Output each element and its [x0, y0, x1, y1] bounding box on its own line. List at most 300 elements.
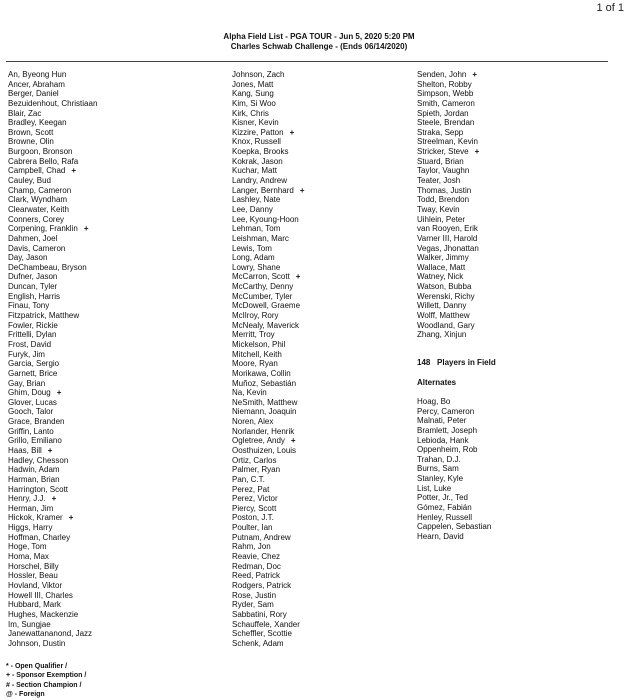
alternate-row: Malnati, Peter: [417, 416, 467, 426]
player-name: Moore, Ryan: [232, 359, 278, 369]
player-row: [417, 195, 479, 205]
player-name: Kokrak, Jason: [232, 156, 283, 166]
legend-item: # - Section Champion /: [6, 681, 82, 689]
player-name: Thomas, Justin: [417, 185, 472, 195]
player-status-mark: +: [474, 147, 480, 157]
player-row: [8, 407, 97, 417]
player-name: Duncan, Tyler: [8, 282, 58, 292]
player-row: [232, 610, 305, 620]
player-name: Steele, Brendan: [417, 118, 475, 128]
player-name: Fowler, Rickie: [8, 320, 58, 330]
player-name: Howell III, Charles: [8, 590, 73, 600]
player-row: [232, 128, 305, 138]
player-row: [8, 244, 97, 254]
player-row: [232, 571, 305, 581]
player-name: Johnson, Dustin: [8, 638, 66, 648]
player-row: [8, 388, 97, 398]
player-row: [232, 629, 305, 639]
player-name: Herman, Jim: [8, 503, 54, 513]
player-name: Ancer, Abraham: [8, 79, 65, 89]
player-row: [232, 417, 305, 427]
player-name: Morikawa, Collin: [232, 368, 291, 378]
player-row: [8, 494, 97, 504]
player-row: [8, 350, 97, 360]
player-row: [8, 639, 97, 649]
player-name: Watney, Nick: [417, 272, 464, 282]
player-name: Lee, Kyoung-Hoon: [232, 214, 299, 224]
player-row: [8, 398, 97, 408]
player-row: [417, 234, 479, 244]
player-row: [232, 263, 305, 273]
player-row: [232, 340, 305, 350]
player-name: McCumber, Tyler: [232, 291, 293, 301]
player-name: Gay, Brian: [8, 378, 46, 388]
player-name: Ortiz, Carlos: [232, 455, 277, 465]
player-name: Poulter, Ian: [232, 523, 273, 533]
player-name: Berger, Daniel: [8, 89, 59, 99]
player-status-mark: +: [295, 272, 301, 282]
player-name: Hickok, Kramer: [8, 513, 63, 523]
player-name: Varner III, Harold: [417, 233, 478, 243]
player-name: Browne, Olin: [8, 137, 54, 147]
player-name: Knox, Russell: [232, 137, 281, 147]
player-name: Fitzpatrick, Matthew: [8, 311, 80, 321]
player-row: [417, 272, 479, 282]
player-row: [8, 70, 97, 80]
player-name: Blair, Zac: [8, 108, 42, 118]
player-name: Na, Kevin: [232, 388, 267, 398]
player-name: Taylor, Vaughn: [417, 166, 470, 176]
player-row: [8, 562, 97, 572]
player-row: [232, 89, 305, 99]
player-row: [417, 80, 479, 90]
player-name: Hughes, Mackenzie: [8, 609, 79, 619]
player-name: English, Harris: [8, 291, 61, 301]
player-row: [232, 427, 305, 437]
player-row: [232, 321, 305, 331]
player-name: McNealy, Maverick: [232, 320, 299, 330]
player-row: [232, 350, 305, 360]
player-name: Scheffler, Scottie: [232, 629, 292, 639]
player-name: NeSmith, Matthew: [232, 397, 298, 407]
player-status-mark: +: [83, 224, 89, 234]
player-row: [232, 234, 305, 244]
player-status-mark: +: [56, 388, 62, 398]
player-row: [232, 485, 305, 495]
player-name: An, Byeong Hun: [8, 70, 67, 79]
player-row: [232, 253, 305, 263]
player-name: Kang, Sung: [232, 89, 274, 99]
player-row: [417, 70, 479, 80]
player-row: [232, 80, 305, 90]
alternate-row: Percy, Cameron: [417, 406, 475, 416]
alternate-row: Oppenheim, Rob: [417, 445, 478, 455]
player-name: Zhang, Xinjun: [417, 330, 467, 340]
player-name: Homa, Max: [8, 552, 49, 562]
player-row: [8, 128, 97, 138]
player-row: [8, 186, 97, 196]
player-row: [232, 456, 305, 466]
player-row: [8, 215, 97, 225]
player-name: Putnam, Andrew: [232, 532, 291, 542]
player-row: [232, 523, 305, 533]
player-name: Palmer, Ryan: [232, 465, 281, 475]
player-name: Hossler, Beau: [8, 571, 58, 581]
player-name: Merritt, Troy: [232, 330, 275, 340]
player-row: [417, 186, 479, 196]
alternate-row: Gómez, Fabián: [417, 503, 472, 513]
player-row: [232, 494, 305, 504]
player-row: [8, 118, 97, 128]
player-name: Watson, Bubba: [417, 282, 472, 292]
player-name: Dufner, Jason: [8, 272, 58, 282]
player-row: [232, 591, 305, 601]
player-name: Frost, David: [8, 339, 52, 349]
player-row: [8, 282, 97, 292]
player-row: [417, 253, 479, 263]
player-row: [232, 244, 305, 254]
player-status-mark: +: [290, 436, 296, 446]
player-row: [232, 166, 305, 176]
player-row: [8, 417, 97, 427]
player-column-2: [232, 70, 305, 648]
player-row: [8, 359, 97, 369]
player-row: [232, 186, 305, 196]
player-row: [417, 176, 479, 186]
document-title: [0, 32, 638, 52]
player-name: DeChambeau, Bryson: [8, 262, 87, 272]
player-row: [8, 137, 97, 147]
player-row: [8, 600, 97, 610]
player-row: [232, 465, 305, 475]
player-name: Schenk, Adam: [232, 638, 284, 648]
player-name: Frittelli, Dylan: [8, 330, 57, 340]
player-name: Higgs, Harry: [8, 523, 53, 533]
field-count-label: Players in Field: [437, 358, 496, 367]
player-name: Hadley, Chesson: [8, 455, 69, 465]
player-name: Campbell, Chad: [8, 166, 66, 176]
field-count: [417, 358, 496, 367]
field-count-number: 148: [417, 358, 431, 367]
player-name: Grillo, Emiliano: [8, 436, 62, 446]
player-name: Long, Adam: [232, 253, 275, 263]
player-row: [232, 70, 305, 80]
player-name: Hoge, Tom: [8, 542, 47, 552]
player-name: Im, Sungjae: [8, 619, 51, 629]
player-row: [8, 224, 97, 234]
player-row: [8, 340, 97, 350]
player-row: [417, 330, 479, 340]
player-row: [417, 166, 479, 176]
player-name: Todd, Brendon: [417, 195, 470, 205]
player-row: [232, 398, 305, 408]
legend-item: + - Sponsor Exemption /: [6, 672, 87, 680]
player-row: [232, 109, 305, 119]
player-column-1: [8, 70, 97, 648]
player-row: [417, 282, 479, 292]
player-name: Bradley, Keegan: [8, 118, 67, 128]
player-name: Lewis, Tom: [232, 243, 272, 253]
player-name: Walker, Jimmy: [417, 253, 469, 263]
player-row: [8, 147, 97, 157]
alternate-row: Burns, Sam: [417, 464, 459, 474]
player-name: Griffin, Lanto: [8, 426, 54, 436]
title-line-2: Charles Schwab Challenge - (Ends 06/14/2020): [230, 42, 408, 51]
player-name: Glover, Lucas: [8, 397, 57, 407]
player-row: [8, 475, 97, 485]
player-name: Lashley, Nate: [232, 195, 281, 205]
player-name: Perez, Victor: [232, 494, 278, 504]
player-row: [417, 147, 479, 157]
player-row: [8, 610, 97, 620]
player-name: Lehman, Tom: [232, 224, 281, 234]
player-name: Stuard, Brian: [417, 156, 464, 166]
player-row: [232, 504, 305, 514]
player-name: Corpening, Franklin: [8, 224, 78, 234]
alternate-row: Hoag, Bo: [417, 397, 451, 406]
player-name: Gooch, Talor: [8, 407, 54, 417]
player-row: [417, 263, 479, 273]
player-row: [8, 330, 97, 340]
player-row: [8, 292, 97, 302]
player-status-mark: +: [51, 494, 57, 504]
player-name: Wolff, Matthew: [417, 311, 470, 321]
player-row: [8, 195, 97, 205]
player-row: [232, 552, 305, 562]
player-row: [232, 224, 305, 234]
player-name: Conners, Corey: [8, 214, 65, 224]
player-name: Rahm, Jon: [232, 542, 271, 552]
player-row: [8, 80, 97, 90]
player-name: Streelman, Kevin: [417, 137, 478, 147]
player-row: [8, 513, 97, 523]
player-name: Ryder, Sam: [232, 600, 274, 610]
player-row: [8, 369, 97, 379]
player-row: [8, 99, 97, 109]
player-name: Vegas, Jhonattan: [417, 243, 479, 253]
alternate-row: Henley, Russell: [417, 512, 472, 522]
player-status-mark: +: [299, 185, 305, 195]
player-name: Kirk, Chris: [232, 108, 269, 118]
player-row: [232, 301, 305, 311]
player-name: Mickelson, Phil: [232, 339, 286, 349]
player-row: [232, 147, 305, 157]
player-name: Kizzire, Patton: [232, 127, 284, 137]
player-row: [232, 620, 305, 630]
player-name: Rose, Justin: [232, 590, 277, 600]
player-row: [232, 157, 305, 167]
player-row: [8, 166, 97, 176]
player-name: Senden, John: [417, 70, 467, 79]
player-row: [232, 513, 305, 523]
player-row: [232, 533, 305, 543]
alternate-row: Bramlett, Joseph: [417, 425, 478, 435]
player-row: [8, 571, 97, 581]
player-row: [232, 359, 305, 369]
player-name: Stricker, Steve: [417, 147, 469, 157]
player-row: [8, 253, 97, 263]
player-name: Burgoon, Bronson: [8, 147, 73, 157]
player-name: Dahmen, Joel: [8, 233, 58, 243]
player-row: [8, 427, 97, 437]
player-name: Willett, Danny: [417, 301, 467, 311]
player-row: [8, 629, 97, 639]
player-row: [232, 369, 305, 379]
player-name: Brown, Scott: [8, 127, 54, 137]
player-name: Ghim, Doug: [8, 388, 51, 398]
player-name: Piercy, Scott: [232, 503, 277, 513]
player-row: [8, 620, 97, 630]
alternate-row: Cappelen, Sebastian: [417, 522, 492, 532]
player-row: [8, 301, 97, 311]
player-row: [232, 137, 305, 147]
player-status-mark: +: [68, 513, 74, 523]
player-name: Lowry, Shane: [232, 262, 281, 272]
player-status-mark: +: [289, 127, 295, 137]
title-line-1: Alpha Field List - PGA TOUR - Jun 5, 2020 5:20 PM: [223, 32, 415, 41]
player-name: Kisner, Kevin: [232, 118, 279, 128]
player-row: [232, 205, 305, 215]
player-row: [8, 581, 97, 591]
player-name: Straka, Sepp: [417, 127, 464, 137]
player-name: Smith, Cameron: [417, 98, 475, 108]
player-row: [417, 118, 479, 128]
player-name: Champ, Cameron: [8, 185, 72, 195]
player-name: Muñoz, Sebastián: [232, 378, 297, 388]
player-row: [8, 446, 97, 456]
player-name: Ogletree, Andy: [232, 436, 285, 446]
player-row: [417, 157, 479, 167]
player-name: McIlroy, Rory: [232, 311, 279, 321]
player-row: [417, 244, 479, 254]
player-row: [417, 224, 479, 234]
player-row: [232, 581, 305, 591]
player-row: [8, 109, 97, 119]
player-row: [417, 137, 479, 147]
player-row: [232, 388, 305, 398]
alternate-row: Hearn, David: [417, 531, 464, 541]
player-row: [232, 379, 305, 389]
player-row: [232, 176, 305, 186]
player-row: [232, 407, 305, 417]
player-row: [8, 157, 97, 167]
player-row: [8, 504, 97, 514]
player-name: Cauley, Bud: [8, 176, 51, 186]
player-name: Finau, Tony: [8, 301, 50, 311]
player-name: Rodgers, Patrick: [232, 580, 292, 590]
alternate-row: Stanley, Kyle: [417, 474, 464, 484]
player-row: [417, 292, 479, 302]
player-row: [417, 99, 479, 109]
alternate-row: Trahan, D.J.: [417, 454, 461, 464]
player-row: [232, 436, 305, 446]
player-name: Tway, Kevin: [417, 204, 460, 214]
player-name: Landry, Andrew: [232, 176, 287, 186]
player-name: Schauffele, Xander: [232, 619, 300, 629]
player-name: Langer, Bernhard: [232, 185, 294, 195]
legend: [6, 662, 86, 699]
player-name: Reavie, Chez: [232, 552, 281, 562]
player-column-3: [417, 70, 479, 340]
player-name: Simpson, Webb: [417, 89, 474, 99]
player-name: Kuchar, Matt: [232, 166, 277, 176]
alternates-heading: Alternates: [417, 378, 457, 387]
player-row: [232, 600, 305, 610]
alternates-list: [417, 397, 491, 542]
player-row: [8, 552, 97, 562]
player-row: [8, 485, 97, 495]
alternate-row: Lebioda, Hank: [417, 435, 469, 445]
player-name: Mitchell, Keith: [232, 349, 282, 359]
player-row: [232, 446, 305, 456]
player-name: Johnson, Zach: [232, 70, 285, 79]
player-name: Hovland, Viktor: [8, 580, 63, 590]
player-name: Hadwin, Adam: [8, 465, 60, 475]
player-status-mark: +: [71, 166, 77, 176]
player-row: [8, 533, 97, 543]
player-status-mark: +: [47, 445, 53, 455]
player-row: [8, 234, 97, 244]
player-row: [232, 292, 305, 302]
player-row: [232, 272, 305, 282]
header-divider: [6, 61, 608, 62]
page-indicator: 1 of 1: [596, 2, 624, 14]
player-name: Jones, Matt: [232, 79, 274, 89]
player-name: Oosthuizen, Louis: [232, 445, 297, 455]
player-name: Lee, Danny: [232, 204, 273, 214]
player-name: Sabbatini, Rory: [232, 609, 287, 619]
player-row: [417, 109, 479, 119]
player-row: [232, 195, 305, 205]
player-row: [417, 301, 479, 311]
player-row: [8, 321, 97, 331]
player-row: [8, 176, 97, 186]
player-row: [417, 205, 479, 215]
player-row: [232, 215, 305, 225]
player-name: McCarthy, Denny: [232, 282, 294, 292]
player-name: Hubbard, Mark: [8, 600, 61, 610]
player-name: Poston, J.T.: [232, 513, 274, 523]
player-row: [8, 205, 97, 215]
player-row: [232, 311, 305, 321]
player-row: [232, 475, 305, 485]
player-name: McDowell, Graeme: [232, 301, 301, 311]
player-name: Uihlein, Peter: [417, 214, 466, 224]
player-row: [8, 465, 97, 475]
player-row: [8, 542, 97, 552]
player-name: Norlander, Henrik: [232, 426, 295, 436]
player-name: Wallace, Matt: [417, 262, 466, 272]
player-status-mark: +: [472, 70, 478, 79]
player-name: Redman, Doc: [232, 561, 281, 571]
player-name: Clark, Wyndham: [8, 195, 68, 205]
player-row: [8, 89, 97, 99]
player-name: Leishman, Marc: [232, 233, 289, 243]
alternate-row: List, Luke: [417, 483, 452, 493]
player-row: [232, 542, 305, 552]
legend-item: * - Open Qualifier /: [6, 663, 68, 670]
player-row: [417, 128, 479, 138]
player-name: Perez, Pat: [232, 484, 270, 494]
player-name: Cabrera Bello, Rafa: [8, 156, 79, 166]
player-name: Harman, Brian: [8, 474, 60, 484]
player-row: [8, 272, 97, 282]
player-name: Spieth, Jordan: [417, 108, 469, 118]
player-name: Woodland, Gary: [417, 320, 475, 330]
player-name: Teater, Josh: [417, 176, 461, 186]
player-name: Horschel, Billy: [8, 561, 59, 571]
player-name: Day, Jason: [8, 253, 48, 263]
